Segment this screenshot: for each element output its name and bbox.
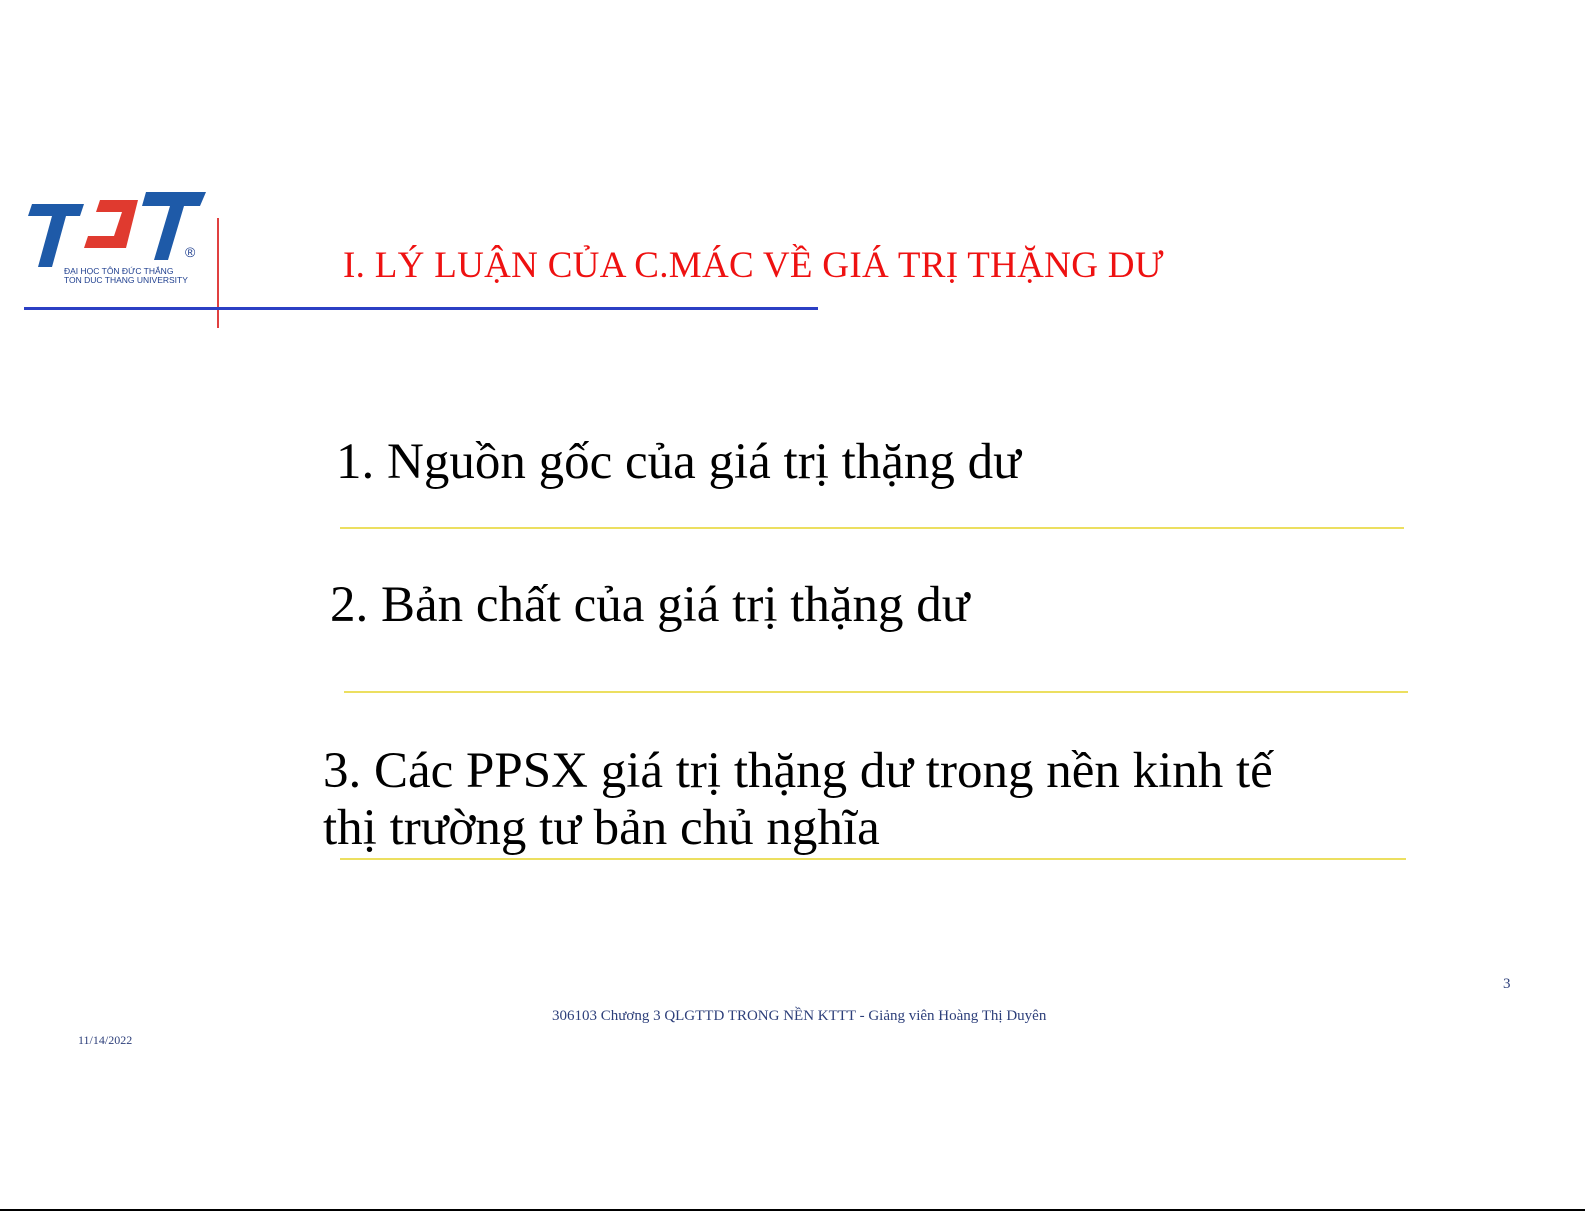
list-item-3-line-2: thị trường tư bản chủ nghĩa bbox=[323, 800, 880, 856]
header-underline bbox=[24, 307, 818, 310]
footer-date: 11/14/2022 bbox=[78, 1033, 133, 1047]
page-number: 3 bbox=[1503, 976, 1511, 992]
list-item-3 bbox=[323, 743, 1273, 857]
logo-text-english: TON DUC THANG UNIVERSITY bbox=[64, 275, 188, 285]
logo-text-vietnamese: ĐẠI HỌC TÔN ĐỨC THẮNG bbox=[64, 266, 174, 276]
slide-title: I. LÝ LUẬN CỦA C.MÁC VỀ GIÁ TRỊ THẶNG DƯ bbox=[343, 245, 1164, 286]
tdt-logo-mark-icon bbox=[22, 188, 212, 268]
header-vertical-divider bbox=[217, 218, 219, 328]
university-logo bbox=[22, 188, 212, 288]
separator-line-2 bbox=[344, 691, 1408, 693]
list-item-3-line-1: 3. Các PPSX giá trị thặng dư trong nền kinh tế bbox=[323, 743, 1273, 799]
page-bottom-border bbox=[0, 1209, 1585, 1211]
separator-line-1 bbox=[340, 527, 1404, 529]
registered-mark: ® bbox=[185, 244, 196, 260]
separator-line-3 bbox=[340, 858, 1406, 860]
list-item-1: 1. Nguồn gốc của giá trị thặng dư bbox=[336, 434, 1021, 490]
list-item-2: 2. Bản chất của giá trị thặng dư bbox=[330, 577, 970, 633]
footer-course-info: 306103 Chương 3 QLGTTD TRONG NỀN KTTT - Giảng viên Hoàng Thị Duyên bbox=[552, 1008, 1047, 1024]
